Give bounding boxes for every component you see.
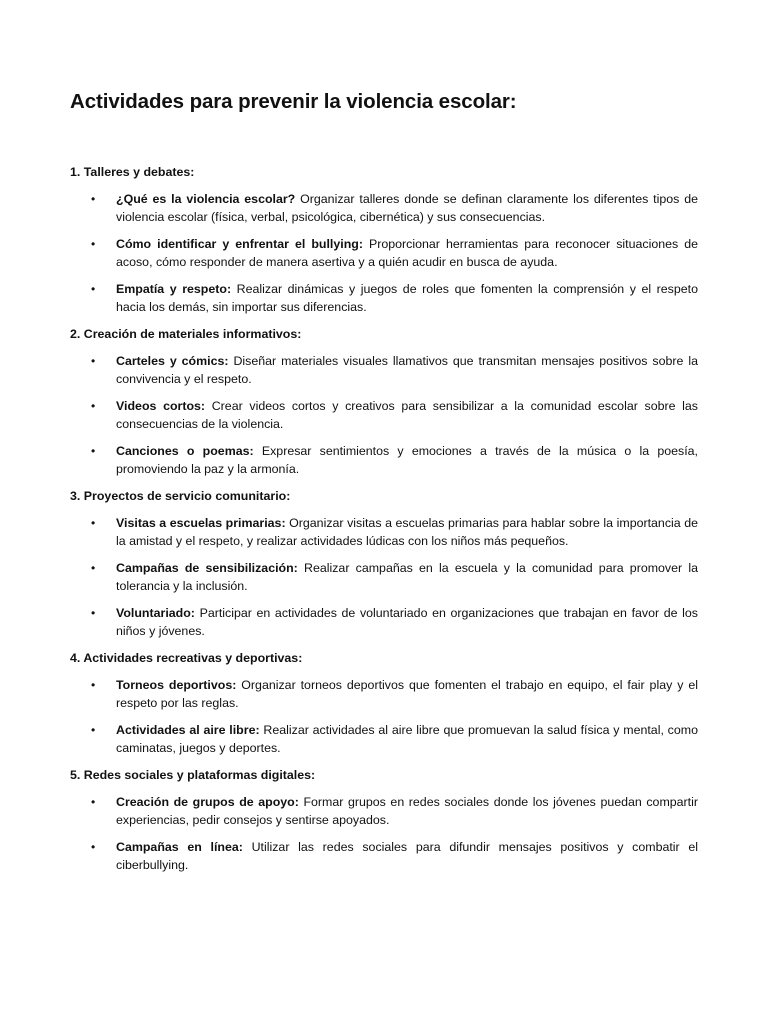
list-item	[70, 721, 698, 757]
item-text: Formar grupos en redes sociales donde los jóvenes puedan compartir experiencias, pedir consejos y sentirse apoyados.	[116, 795, 699, 827]
bullet-list	[70, 676, 698, 757]
section-heading: 1. Talleres y debates:	[70, 165, 195, 179]
list-item	[70, 604, 698, 640]
list-item	[70, 397, 698, 433]
bullet-list	[70, 793, 698, 874]
section-heading: 3. Proyectos de servicio comunitario:	[70, 489, 291, 503]
list-item	[70, 235, 698, 271]
section-redes-sociales	[70, 766, 698, 874]
section-talleres-debates	[70, 163, 698, 316]
bullet-icon: •	[91, 516, 96, 530]
item-text: Realizar actividades al aire libre que promuevan la salud física y mental, como caminatas, juegos y deportes.	[116, 723, 698, 755]
document-body	[70, 163, 698, 883]
bullet-icon: •	[91, 606, 96, 620]
bullet-icon: •	[91, 192, 96, 206]
item-text: Diseñar materiales visuales llamativos que transmitan mensajes positivos sobre la convivencia y el respeto.	[116, 354, 698, 386]
bullet-icon: •	[91, 678, 96, 692]
item-text: Realizar dinámicas y juegos de roles que fomenten la comprensión y el respeto hacia los demás, sin importar sus diferencias.	[116, 282, 698, 314]
bullet-icon: •	[91, 795, 96, 809]
list-item	[70, 559, 698, 595]
item-label: Cómo identificar y enfrentar el bullying:	[116, 237, 363, 251]
list-item	[70, 514, 698, 550]
item-text: Realizar campañas en la escuela y la comunidad para promover la tolerancia y la inclusión.	[116, 561, 698, 593]
item-text: Utilizar las redes sociales para difundir mensajes positivos y combatir el ciberbullying.	[116, 840, 699, 872]
list-item	[70, 280, 698, 316]
item-text: Organizar torneos deportivos que fomenten el trabajo en equipo, el fair play y el respeto por las reglas.	[116, 678, 698, 710]
section-heading: 5. Redes sociales y plataformas digitales:	[70, 768, 316, 782]
item-text: Crear videos cortos y creativos para sensibilizar a la comunidad escolar sobre las consecuencias de la violencia.	[116, 399, 698, 431]
bullet-icon: •	[91, 840, 96, 854]
item-label: Videos cortos:	[116, 399, 206, 413]
item-label: Visitas a escuelas primarias:	[116, 516, 286, 530]
bullet-icon: •	[91, 561, 96, 575]
item-text: Organizar talleres donde se definan claramente los diferentes tipos de violencia escolar (física, verbal, psicológica, cibernética) y sus consecuencias.	[116, 192, 698, 224]
item-label: Campañas de sensibilización:	[116, 561, 298, 575]
item-label: Actividades al aire libre:	[116, 723, 260, 737]
item-label: Empatía y respeto:	[116, 282, 232, 296]
list-item	[70, 793, 698, 829]
bullet-icon: •	[91, 723, 96, 737]
bullet-icon: •	[91, 399, 96, 413]
item-label: Voluntariado:	[116, 606, 195, 620]
section-heading: 4. Actividades recreativas y deportivas:	[70, 651, 303, 665]
section-recreativas-deportivas	[70, 649, 698, 757]
bullet-icon: •	[91, 444, 96, 458]
item-label: Torneos deportivos:	[116, 678, 237, 692]
item-label: Carteles y cómics:	[116, 354, 229, 368]
section-servicio-comunitario	[70, 487, 698, 640]
list-item	[70, 352, 698, 388]
list-item	[70, 838, 698, 874]
list-item	[70, 676, 698, 712]
bullet-list	[70, 514, 698, 640]
section-materiales-informativos	[70, 325, 698, 478]
bullet-icon: •	[91, 282, 96, 296]
item-label: ¿Qué es la violencia escolar?	[116, 192, 296, 206]
list-item	[70, 190, 698, 226]
item-label: Campañas en línea:	[116, 840, 243, 854]
item-label: Creación de grupos de apoyo:	[116, 795, 299, 809]
item-text: Expresar sentimientos y emociones a través de la música o la poesía, promoviendo la paz y la armonía.	[116, 444, 698, 476]
bullet-list	[70, 352, 698, 478]
bullet-list	[70, 190, 698, 316]
item-text: Participar en actividades de voluntariado en organizaciones que trabajan en favor de los niños y jóvenes.	[116, 606, 698, 638]
item-label: Canciones o poemas:	[116, 444, 254, 458]
list-item	[70, 442, 698, 478]
document-title: Actividades para prevenir la violencia escolar:	[70, 90, 517, 113]
item-text: Proporcionar herramientas para reconocer situaciones de acoso, cómo responder de manera asertiva y a quién acudir en busca de ayuda.	[116, 237, 698, 269]
section-heading: 2. Creación de materiales informativos:	[70, 327, 302, 341]
bullet-icon: •	[91, 354, 96, 368]
item-text: Organizar visitas a escuelas primarias para hablar sobre la importancia de la amistad y el respeto, y realizar actividades lúdicas con los niños más pequeños.	[116, 516, 699, 548]
bullet-icon: •	[91, 237, 96, 251]
